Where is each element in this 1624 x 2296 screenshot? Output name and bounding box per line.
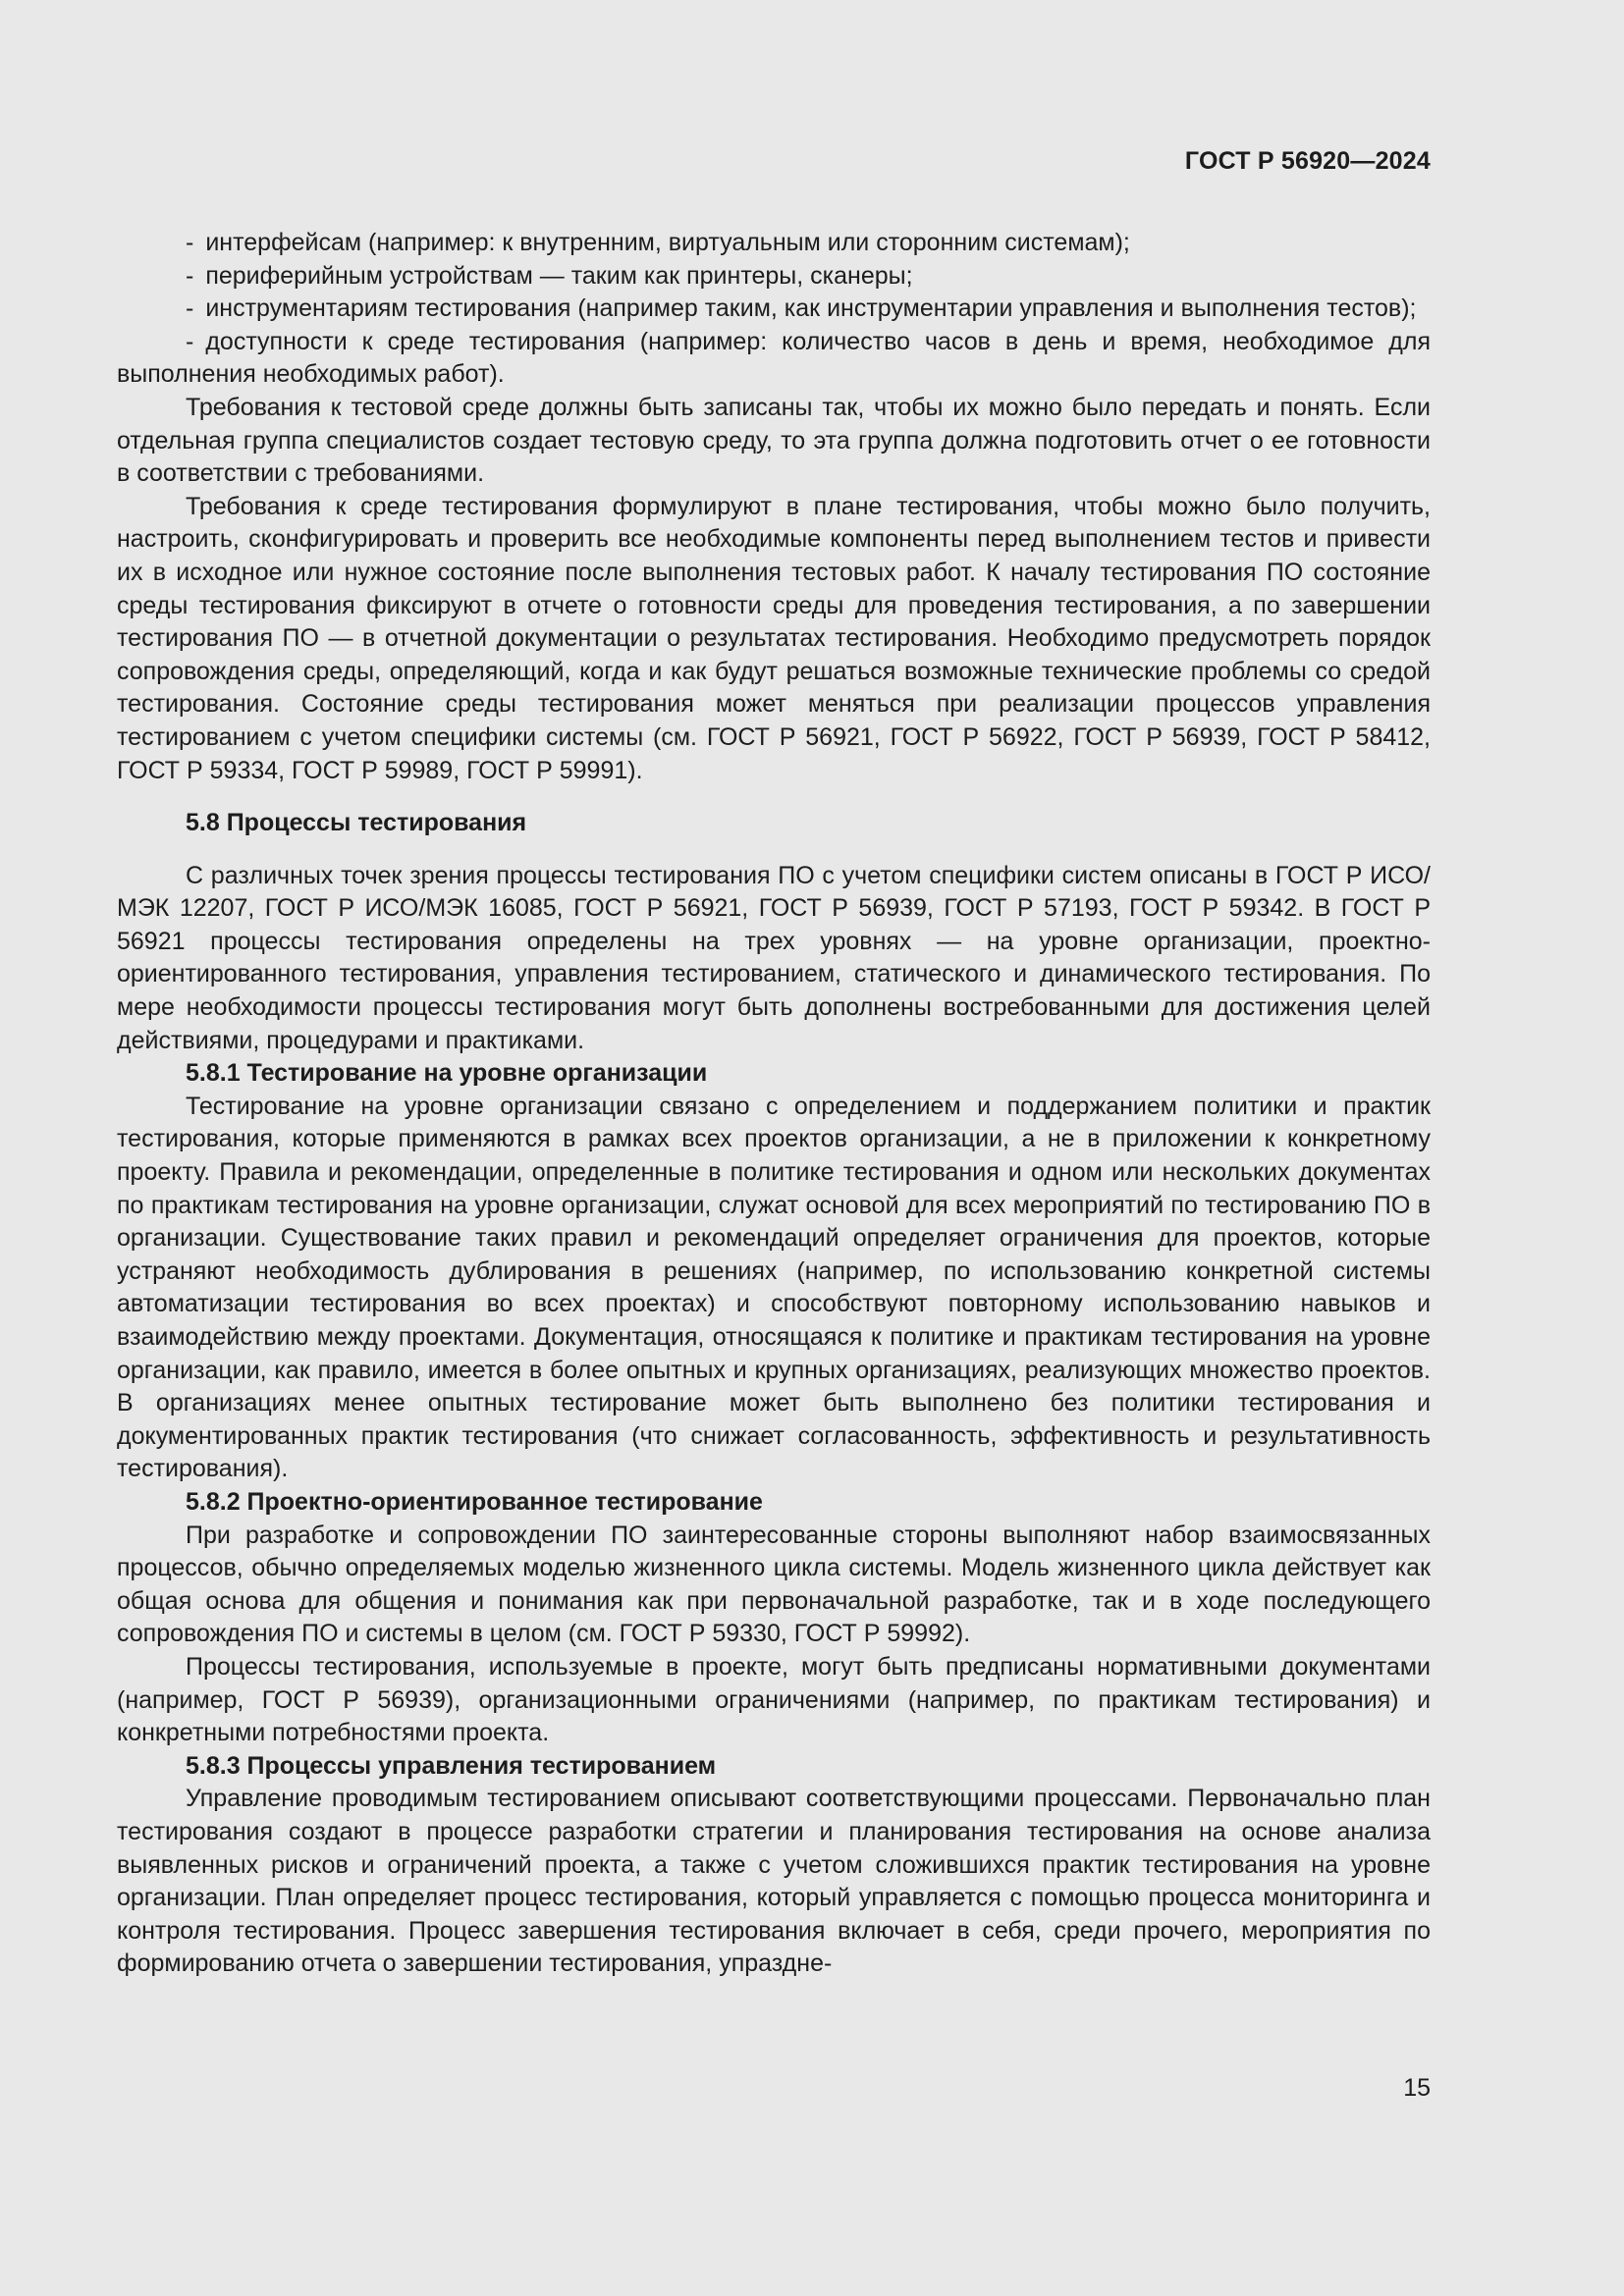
paragraph-processes-intro: С различных точек зрения процессы тестирования ПО с учетом специфики систем описаны в ГОСТ Р ИСО/МЭК 12207, ГОСТ Р ИСО/МЭК 16085, ГОСТ Р 56921, ГОСТ Р 56939, ГОСТ Р 57193, ГОСТ Р 59342. В ГОСТ Р 56921 процессы тестирования определены на трех уровнях — на уровне организации, проектно-ориентированного тестирования, управления тестированием, статического и динамического тестирования. По мере необходимости процессы тестирования могут быть дополнены востребованными для достижения целей действиями, процедурами и практиками. [117, 861, 1431, 1054]
list-marker: - [186, 327, 194, 355]
paragraph-env-requirements: Требования к тестовой среде должны быть записаны так, чтобы их можно было передать и понять. Если отдельная группа специалистов создает тестовую среду, то эта группа должна подготовить отчет о ее готовности в соответствии с требованиями. [117, 393, 1431, 488]
heading-5-8-3: 5.8.3 Процессы управления тестированием [186, 1751, 717, 1780]
list-item: - интерфейсам (например: к внутренним, виртуальным или сторонним системам); [186, 229, 1130, 256]
paragraph-management: Управление проводимым тестированием описывают соответствующими процессами. Первоначально план тестирования создают в процессе разработки стратегии и планирования тестирования на основе анализа выявленных рисков и ограничений проекта, а также с учетом сложившихся практик тестирования на уровне организации. План определяет процесс тестирования, который управляется с помощью процесса мониторинга и контроля тестирования. Процесс завершения тестирования включает в себя, среди прочего, мероприятия по формированию отчета о завершении тестирования, упраздне- [117, 1785, 1431, 1978]
list-item: - доступности к среде тестирования (например: количество часов в день и время, необходимое для выполнения необходимых работ). [117, 327, 1431, 389]
paragraph-env-plan: Требования к среде тестирования формулируют в плане тестирования, чтобы можно было получить, настроить, сконфигурировать и проверить все необходимые компоненты перед выполнением тестов и привести их в исходное или нужное состояние после выполнения тестовых работ. К началу тестирования ПО состояние среды тестирования фиксируют в отчете о готовности среды для проведения тестирования, а по завершении тестирования ПО — в отчетной документации о результатах тестирования. Необходимо предусмотреть порядок сопровождения среды, определяющий, когда и как будут решаться возможные технические проблемы со средой тестирования. Состояние среды тестирования может меняться при реализации процессов управления тестированием с учетом специфики системы (см. ГОСТ Р 56921, ГОСТ Р 56922, ГОСТ Р 56939, ГОСТ Р 58412, ГОСТ Р 59334, ГОСТ Р 59989, ГОСТ Р 59991). [117, 492, 1431, 784]
body-text [117, 227, 1431, 1981]
list-item: - инструментариям тестирования (например таким, как инструментарии управления и выполнения тестов); [186, 294, 1417, 323]
paragraph-project-2: Процессы тестирования, используемые в проекте, могут быть предписаны нормативными документами (например, ГОСТ Р 56939), организационными ограничениями (например, по практикам тестирования) и конкретными потребностями проекта. [117, 1652, 1431, 1747]
list-marker: - [186, 294, 194, 323]
heading-5-8: 5.8 Процессы тестирования [186, 809, 527, 837]
list-marker: - [186, 229, 194, 256]
heading-5-8-1: 5.8.1 Тестирование на уровне организации [186, 1059, 708, 1088]
list-item: - периферийным устройствам — таким как принтеры, сканеры; [186, 261, 913, 290]
list-marker: - [186, 261, 194, 290]
page-number: 15 [1403, 2074, 1431, 2102]
heading-5-8-2: 5.8.2 Проектно-ориентированное тестирование [186, 1487, 763, 1516]
paragraph-org-level: Тестирование на уровне организации связано с определением и поддержанием политики и практик тестирования, которые применяются в рамках всех проектов организации, а не в приложении к конкретному проекту. Правила и рекомендации, определенные в политике тестирования и одном или нескольких документах по практикам тестирования на уровне организации, служат основой для всех мероприятий по тестированию ПО в организации. Существование таких правил и рекомендаций определяет ограничения для проектов, которые устраняют необходимость дублирования в решениях (например, по использованию конкретной системы автоматизации тестирования во всех проектах) и способствуют повторному использованию навыков и взаимодействию между проектами. Документация, относящаяся к политике и практикам тестирования на уровне организации, как правило, имеется в более опытных и крупных организациях, реализующих множество проектов. В организациях менее опытных тестирование может быть выполнено без политики тестирования и документированных практик тестирования (что снижает согласованность, эффективность и результативность тестирования). [117, 1092, 1431, 1483]
standard-code: ГОСТ Р 56920—2024 [1184, 147, 1431, 175]
paragraph-project-1: При разработке и сопровождении ПО заинтересованные стороны выполняют набор взаимосвязанных процессов, обычно определяемых моделью жизненного цикла системы. Модель жизненного цикла действует как общая основа для общения и понимания как при первоначальной разработке, так и в ходе последующего сопровождения ПО и системы в целом (см. ГОСТ Р 59330, ГОСТ Р 59992). [117, 1521, 1431, 1648]
